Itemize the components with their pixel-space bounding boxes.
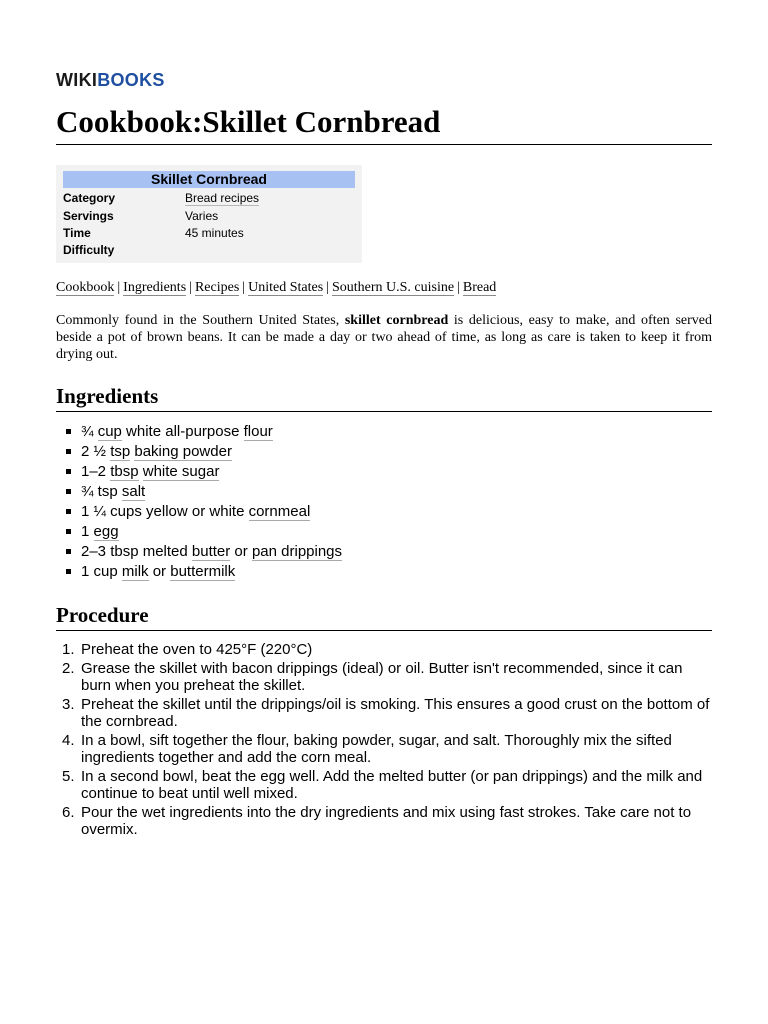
intro-text: is delicious, easy to make, and often served beside a pot of brown beans. It can be made a day or two ahead of time, as long as care is taken to keep it from drying out. bbox=[56, 313, 712, 362]
logo-books-text: BOOKS bbox=[97, 70, 165, 90]
ingredient-link[interactable]: salt bbox=[121, 483, 146, 500]
intro-text: Commonly found in the Southern United States, bbox=[56, 313, 345, 328]
ingredient-text: or bbox=[230, 543, 252, 560]
ingredient-link[interactable]: buttermilk bbox=[170, 563, 236, 580]
procedure-step bbox=[56, 804, 712, 838]
step-number: 2. bbox=[62, 660, 75, 677]
step-text: Preheat the oven to 425°F (220°C) bbox=[81, 641, 313, 658]
infobox-key: Servings bbox=[63, 209, 114, 223]
category-separator: | bbox=[457, 280, 460, 295]
ingredient-item bbox=[56, 522, 342, 542]
step-number: 5. bbox=[62, 768, 75, 785]
ingredient-link[interactable]: pan drippings bbox=[251, 543, 343, 560]
step-text: In a second bowl, beat the egg well. Add the melted butter (or pan drippings) and the milk and continue to beat until well mixed. bbox=[81, 768, 703, 802]
category-link-cookbook[interactable]: Cookbook bbox=[56, 280, 115, 295]
infobox-key: Category bbox=[63, 191, 116, 205]
ingredient-link[interactable]: tbsp bbox=[110, 463, 139, 480]
procedure-step bbox=[56, 641, 712, 658]
infobox-title: Skillet Cornbread bbox=[63, 171, 355, 188]
step-text: Grease the skillet with bacon drippings (ideal) or oil. Butter isn't recommended, since it can burn when you preheat the skillet. bbox=[81, 660, 683, 694]
category-separator: | bbox=[117, 280, 121, 295]
intro-bold-term: skillet cornbread bbox=[344, 313, 449, 328]
procedure-step bbox=[56, 660, 712, 694]
infobox-key: Difficulty bbox=[63, 243, 115, 257]
ingredient-item bbox=[56, 442, 342, 462]
ingredient-text: 1 cup bbox=[81, 563, 122, 580]
category-link-ingredients[interactable]: Ingredients bbox=[123, 280, 187, 295]
ingredient-item bbox=[56, 422, 342, 442]
procedure-step bbox=[56, 768, 712, 802]
procedure-list bbox=[56, 641, 712, 840]
category-separator: | bbox=[189, 280, 192, 295]
ingredients-heading: Ingredients bbox=[56, 383, 712, 412]
ingredient-link[interactable]: tsp bbox=[110, 443, 131, 460]
ingredient-link[interactable]: flour bbox=[243, 423, 273, 440]
category-links bbox=[56, 279, 712, 296]
procedure-heading: Procedure bbox=[56, 602, 712, 631]
step-number: 1. bbox=[62, 641, 75, 658]
ingredient-item bbox=[56, 502, 342, 522]
ingredient-link[interactable]: milk bbox=[121, 563, 149, 580]
ingredient-text: 1 bbox=[81, 523, 94, 540]
ingredient-text: or bbox=[148, 563, 171, 580]
infobox-value: 45 minutes bbox=[185, 226, 244, 240]
ingredient-link[interactable]: cornmeal bbox=[248, 503, 311, 520]
category-link-southern-cuisine[interactable]: Southern U.S. cuisine bbox=[331, 280, 455, 295]
ingredient-item bbox=[56, 562, 342, 582]
recipe-infobox bbox=[56, 165, 362, 263]
intro-paragraph bbox=[56, 312, 712, 363]
category-separator: | bbox=[326, 280, 329, 295]
step-number: 3. bbox=[62, 696, 75, 713]
wikibooks-logo[interactable] bbox=[56, 70, 165, 90]
ingredient-text: 2–3 tbsp melted bbox=[81, 543, 192, 560]
step-number: 6. bbox=[62, 804, 75, 821]
ingredient-link[interactable]: baking powder bbox=[134, 443, 232, 460]
logo-wiki-text: WIKI bbox=[56, 70, 98, 90]
ingredients-list bbox=[56, 422, 342, 582]
procedure-step bbox=[56, 732, 712, 766]
step-text: Preheat the skillet until the drippings/oil is smoking. This ensures a good crust on the bottom of the cornbread. bbox=[81, 696, 710, 730]
step-text: Pour the wet ingredients into the dry ingredients and mix using fast strokes. Take care not to overmix. bbox=[81, 804, 692, 838]
ingredient-text: 1 ¼ cups yellow or white bbox=[81, 503, 249, 520]
ingredient-text: ¾ bbox=[81, 423, 98, 440]
category-link-bread[interactable]: Bread bbox=[462, 280, 497, 295]
ingredient-text: ¾ tsp bbox=[81, 483, 122, 500]
ingredient-text: 2 ½ bbox=[81, 443, 111, 460]
ingredient-item bbox=[56, 542, 342, 562]
infobox-key: Time bbox=[63, 226, 91, 240]
ingredient-link[interactable]: egg bbox=[93, 523, 119, 540]
step-number: 4. bbox=[62, 732, 75, 749]
ingredient-link[interactable]: cup bbox=[97, 423, 122, 440]
ingredient-text: 1–2 bbox=[81, 463, 111, 480]
ingredient-item bbox=[56, 462, 342, 482]
ingredient-text: white all-purpose bbox=[121, 423, 244, 440]
category-separator: | bbox=[242, 280, 246, 295]
category-link[interactable]: Bread recipes bbox=[185, 191, 260, 205]
ingredient-link[interactable]: white sugar bbox=[142, 463, 220, 480]
step-text: In a bowl, sift together the flour, baking powder, sugar, and salt. Thoroughly mix the sifted ingredients together and add the corn meal. bbox=[81, 732, 672, 766]
infobox-value: Varies bbox=[185, 209, 219, 223]
procedure-step bbox=[56, 696, 712, 730]
ingredient-item bbox=[56, 482, 342, 502]
category-link-united-states[interactable]: United States bbox=[248, 280, 324, 295]
page-title: Cookbook:Skillet Cornbread bbox=[56, 103, 712, 145]
category-link-recipes[interactable]: Recipes bbox=[194, 280, 240, 295]
ingredient-link[interactable]: butter bbox=[191, 543, 231, 560]
